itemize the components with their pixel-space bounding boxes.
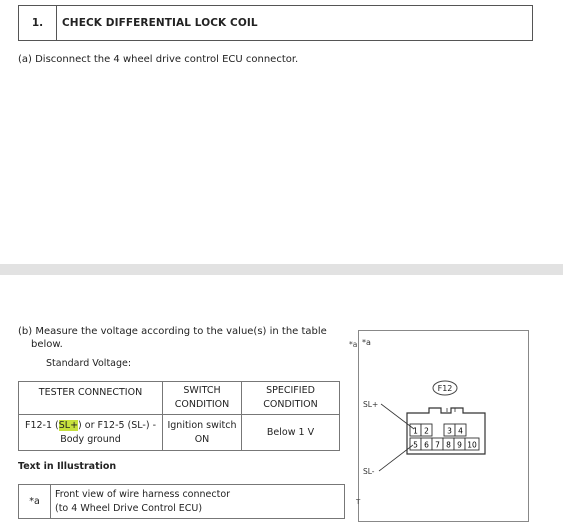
step-number: 1. bbox=[19, 6, 57, 40]
connection-suffix: ) or F12-5 (SL-) - bbox=[78, 419, 156, 431]
cell-tester-connection bbox=[19, 415, 163, 451]
connector-drawing bbox=[359, 331, 528, 521]
connector-id-label: F12 bbox=[437, 384, 453, 393]
illustration-table bbox=[18, 484, 345, 519]
table-row bbox=[19, 415, 340, 451]
pin-9-label: 9 bbox=[457, 440, 462, 450]
header-tester-connection-text: TESTER CONNECTION bbox=[38, 387, 143, 398]
pin-7-label: 7 bbox=[435, 440, 440, 450]
pin-2-label: 2 bbox=[424, 426, 429, 436]
cell-specified: Below 1 V bbox=[242, 415, 340, 451]
pin-8-label: 8 bbox=[446, 440, 451, 450]
illustration-heading: Text in Illustration bbox=[18, 461, 117, 472]
header-tester-connection bbox=[19, 382, 163, 415]
instruction-b-line2: below. bbox=[31, 339, 63, 350]
connection-prefix: F12-1 ( bbox=[24, 419, 59, 431]
voltage-table-header-row bbox=[19, 382, 340, 415]
illustration-desc-line2: (to 4 Wheel Drive Control ECU) bbox=[55, 502, 203, 514]
figure-side-mark: T bbox=[356, 498, 361, 506]
header-switch-line1: SWITCH bbox=[183, 385, 221, 396]
pin-label-sl-plus: SL+ bbox=[363, 400, 379, 409]
step-header bbox=[18, 5, 533, 41]
header-specified-line1: SPECIFIED bbox=[266, 385, 315, 396]
connector-figure bbox=[358, 330, 529, 522]
pin-3-label: 3 bbox=[447, 426, 452, 436]
illustration-key: *a bbox=[19, 485, 51, 519]
pin-5-label: 5 bbox=[413, 440, 418, 450]
voltage-table bbox=[18, 381, 340, 451]
instruction-b-line1: (b) Measure the voltage according to the value(s) in the table bbox=[18, 326, 327, 337]
sl-minus-leader bbox=[379, 445, 413, 471]
cell-switch-condition bbox=[163, 415, 242, 451]
figure-side-callout: *a bbox=[349, 340, 358, 349]
pin-10-label: 10 bbox=[467, 440, 477, 450]
illustration-desc-line1: Front view of wire harness connector bbox=[55, 488, 231, 500]
connection-line1 bbox=[22, 419, 159, 433]
switch-line1: Ignition switch bbox=[167, 419, 237, 431]
header-specified-condition bbox=[242, 382, 340, 415]
bottom-pin-row bbox=[410, 438, 479, 450]
pin-1-label: 1 bbox=[413, 426, 418, 436]
step-title: CHECK DIFFERENTIAL LOCK COIL bbox=[62, 17, 258, 29]
pin-label-sl-minus: SL- bbox=[363, 467, 375, 476]
standard-voltage-label: Standard Voltage: bbox=[46, 358, 132, 369]
table-row bbox=[19, 485, 345, 519]
header-switch-line2: CONDITION bbox=[174, 399, 230, 410]
connection-line2: Body ground bbox=[60, 433, 121, 445]
pin-6-label: 6 bbox=[424, 440, 429, 450]
connection-highlight: SL+ bbox=[58, 419, 79, 431]
header-switch-condition bbox=[163, 382, 242, 415]
switch-line2: ON bbox=[194, 433, 210, 445]
figure-callout: *a bbox=[362, 338, 371, 347]
pin-4-label: 4 bbox=[458, 426, 463, 436]
illustration-desc bbox=[51, 485, 345, 519]
instruction-a: (a) Disconnect the 4 wheel drive control ECU connector. bbox=[18, 54, 299, 65]
section-divider bbox=[0, 264, 563, 275]
header-specified-line2: CONDITION bbox=[263, 399, 318, 410]
